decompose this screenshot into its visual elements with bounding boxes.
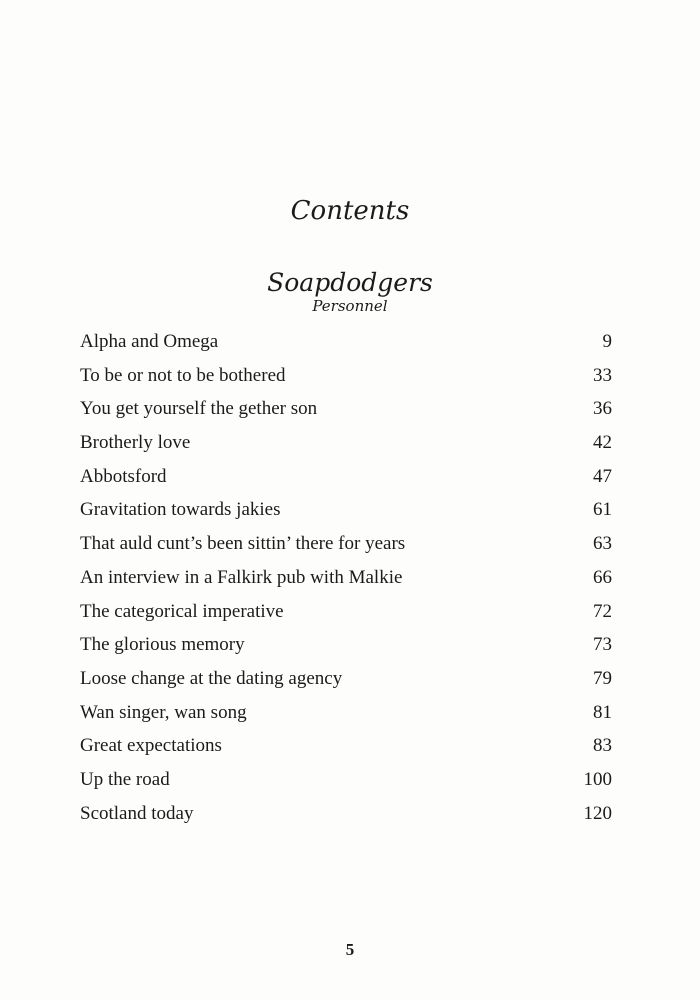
toc-entry bbox=[80, 696, 612, 730]
toc-entry bbox=[80, 392, 612, 426]
toc-entry bbox=[80, 797, 612, 831]
toc-entry-page: 66 bbox=[593, 566, 612, 588]
toc-entry bbox=[80, 359, 612, 393]
toc-entry-page: 79 bbox=[593, 667, 612, 689]
page-number: 5 bbox=[345, 940, 355, 959]
toc-entry bbox=[80, 729, 612, 763]
toc-entry bbox=[80, 460, 612, 494]
toc-entry-title: Scotland today bbox=[80, 802, 194, 824]
toc-entry-title: Great expectations bbox=[80, 735, 222, 757]
toc-entry-page: 63 bbox=[593, 533, 612, 555]
toc-entry-page: 61 bbox=[593, 499, 612, 521]
toc-entry-page: 73 bbox=[593, 634, 612, 656]
page-title: Contents bbox=[290, 196, 410, 226]
toc-entry-page: 33 bbox=[593, 364, 612, 386]
toc-entry-page: 9 bbox=[602, 331, 612, 352]
toc-entry-title: To be or not to be bothered bbox=[80, 364, 286, 386]
toc-entry bbox=[80, 628, 612, 662]
toc-entry bbox=[80, 561, 612, 595]
toc-entry-title: Gravitation towards jakies bbox=[80, 499, 281, 521]
toc-entry-page: 83 bbox=[593, 735, 612, 757]
toc-entry-page: 36 bbox=[593, 398, 612, 420]
toc-entry-page: 120 bbox=[583, 802, 612, 824]
toc-entry bbox=[80, 527, 612, 561]
part-title: Soapdodgers bbox=[267, 268, 433, 297]
toc-entry-title: Up the road bbox=[80, 768, 170, 790]
toc-entry bbox=[80, 595, 612, 629]
toc-entry-title: That auld cunt’s been sittin’ there for years bbox=[80, 533, 406, 555]
toc-entry-title: Loose change at the dating agency bbox=[80, 667, 343, 689]
toc-entry-title: Alpha and Omega bbox=[80, 331, 219, 352]
toc-entry-page: 47 bbox=[593, 465, 612, 487]
toc-entry-page: 72 bbox=[593, 600, 612, 622]
toc-entry-title: Brotherly love bbox=[80, 432, 191, 454]
toc-entry bbox=[80, 325, 612, 359]
toc-entry-page: 100 bbox=[583, 768, 612, 790]
toc-entry-page: 42 bbox=[593, 432, 612, 454]
toc-entry-title: The glorious memory bbox=[80, 634, 245, 656]
toc-entry bbox=[80, 426, 612, 460]
contents-list bbox=[80, 325, 612, 830]
toc-entry-title: An interview in a Falkirk pub with Malkie bbox=[80, 566, 403, 588]
toc-entry bbox=[80, 763, 612, 797]
toc-entry bbox=[80, 493, 612, 527]
toc-entry-title: The categorical imperative bbox=[80, 600, 284, 622]
toc-entry-title: You get yourself the gether son bbox=[80, 398, 318, 420]
toc-entry bbox=[80, 662, 612, 696]
part-subtitle: Personnel bbox=[312, 297, 388, 315]
toc-entry-page: 81 bbox=[593, 701, 612, 723]
toc-entry-title: Abbotsford bbox=[80, 465, 167, 487]
toc-entry-title: Wan singer, wan song bbox=[80, 701, 247, 723]
